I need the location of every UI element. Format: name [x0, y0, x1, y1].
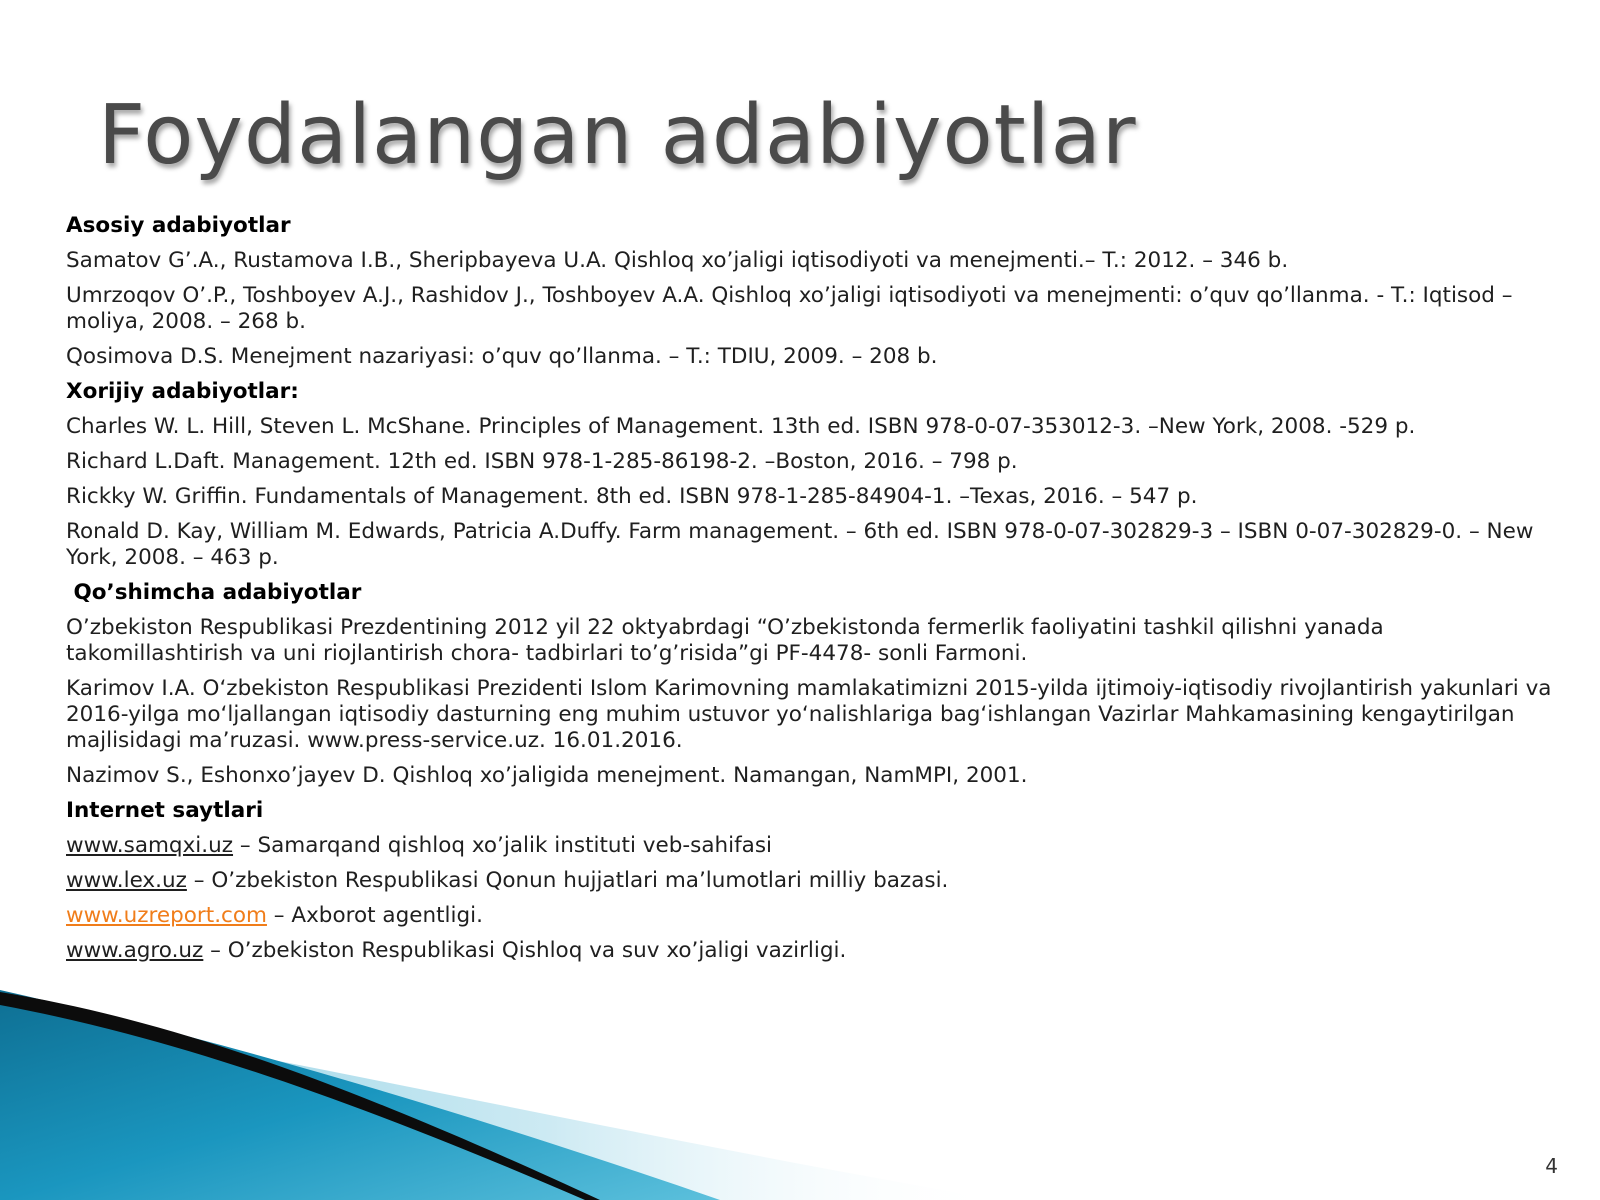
- website-item: [66, 833, 1566, 859]
- slide-title: Foydalangan adabiyotlar: [98, 88, 1137, 183]
- website-link-samqxi[interactable]: www.samqxi.uz: [66, 833, 234, 858]
- reference-item: Nazimov S., Eshonxo’jayev D. Qishloq xo’jaligida menejment. Namangan, NamMPI, 2001.: [66, 763, 1028, 788]
- website-link-agro[interactable]: www.agro.uz: [66, 938, 204, 963]
- reference-item: Karimov I.A. O‘zbekiston Respublikasi Prezidenti Islom Karimovning mamlakatimizni 2015-yilda ijtimoiy-iqtisodiy rivojlantirish yakunlari va 2016-yilga mo‘ljallangan iqtisodiy dasturning eng muhim ustuvor yo‘nalishlariga bag‘ishlangan Vazirlar Mahkamasining kengaytirilgan majlisidagi ma’ruzasi. www.press-service.uz. 16.01.2016.: [66, 676, 1552, 753]
- section-heading-additional: Qo’shimcha adabiyotlar: [66, 580, 362, 605]
- website-link-uzreport[interactable]: www.uzreport.com: [66, 903, 267, 928]
- reference-item: Ronald D. Kay, William M. Edwards, Patricia A.Duffy. Farm management. – 6th ed. ISBN 978-0-07-302829-3 – ISBN 0-07-302829-0. – New York, 2008. – 463 p.: [66, 519, 1534, 570]
- reference-item: Charles W. L. Hill, Steven L. McShane. Principles of Management. 13th ed. ISBN 978-0-07-353012-3. –New York, 2008. -529 p.: [66, 414, 1416, 439]
- section-heading-internet: Internet saytlari: [66, 798, 264, 823]
- website-description: – Axborot agentligi.: [266, 903, 483, 928]
- website-description: – O’zbekiston Respublikasi Qonun hujjatlari ma’lumotlari milliy bazasi.: [186, 868, 949, 893]
- section-heading-main: Asosiy adabiyotlar: [66, 213, 291, 238]
- reference-item: Umrzoqov O’.P., Toshboyev A.J., Rashidov J., Toshboyev A.A. Qishloq xo’jaligi iqtisodiyoti va menejmenti: o’quv qo’llanma. - T.: Iqtisod – moliya, 2008. – 268 b.: [66, 283, 1513, 334]
- website-item: [66, 903, 1566, 929]
- website-item: [66, 868, 1566, 894]
- section-heading-foreign: Xorijiy adabiyotlar:: [66, 379, 299, 404]
- reference-item: Richard L.Daft. Management. 12th ed. ISBN 978-1-285-86198-2. –Boston, 2016. – 798 p.: [66, 449, 1018, 474]
- bibliography: [66, 213, 1566, 973]
- reference-item: Qosimova D.S. Menejment nazariyasi: o’quv qo’llanma. – T.: TDIU, 2009. – 208 b.: [66, 344, 938, 369]
- website-description: – O’zbekiston Respublikasi Qishloq va suv xo’jaligi vazirligi.: [203, 938, 847, 963]
- reference-item: O’zbekiston Respublikasi Prezdentining 2012 yil 22 oktyabrdagi “O’zbekistonda fermerlik faoliyatini tashkil qilishni yanada takomillashtirish va uni riojlantirish chora- tadbirlari to’g’risida”gi PF-4478- sonli Farmoni.: [66, 615, 1384, 666]
- page-number: 4: [1545, 1154, 1558, 1178]
- website-description: – Samarqand qishloq xo’jalik instituti veb-sahifasi: [233, 833, 773, 858]
- reference-item: Samatov G’.A., Rustamova I.B., Sheripbayeva U.A. Qishloq xo’jaligi iqtisodiyoti va menejmenti.– T.: 2012. – 346 b.: [66, 248, 1289, 273]
- reference-item: Rickky W. Griffin. Fundamentals of Management. 8th ed. ISBN 978-1-285-84904-1. –Texas, 2016. – 547 p.: [66, 484, 1198, 509]
- website-item: [66, 938, 1566, 964]
- website-link-lex[interactable]: www.lex.uz: [66, 868, 187, 893]
